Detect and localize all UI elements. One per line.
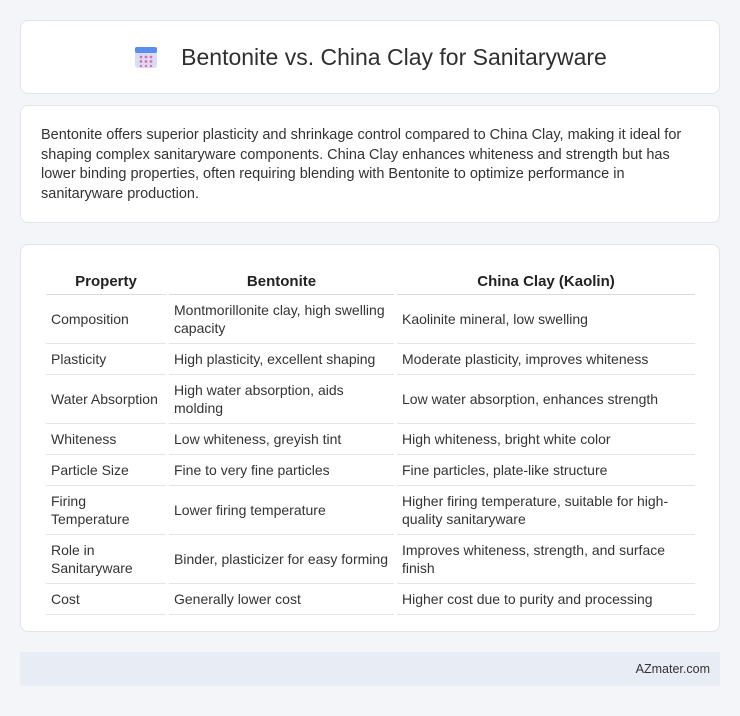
calendar-grid-icon (133, 44, 159, 70)
title-card (20, 20, 720, 94)
cell-bentonite: Lower firing temperature (169, 486, 394, 535)
cell-china-clay: Low water absorption, enhances strength (397, 375, 695, 424)
table-row (46, 455, 695, 486)
table-row (46, 295, 695, 344)
footer-brand: AZmater.com (635, 662, 710, 676)
cell-property: Water Absorption (46, 375, 166, 424)
cell-bentonite: Binder, plasticizer for easy forming (169, 535, 394, 584)
cell-china-clay: Kaolinite mineral, low swelling (397, 295, 695, 344)
cell-bentonite: High plasticity, excellent shaping (169, 344, 394, 375)
cell-property: Role in Sanitaryware (46, 535, 166, 584)
cell-china-clay: Improves whiteness, strength, and surface finish (397, 535, 695, 584)
summary-card (20, 105, 720, 223)
cell-property: Plasticity (46, 344, 166, 375)
comparison-table (43, 265, 698, 615)
cell-china-clay: High whiteness, bright white color (397, 424, 695, 455)
cell-property: Particle Size (46, 455, 166, 486)
cell-bentonite: Low whiteness, greyish tint (169, 424, 394, 455)
table-row (46, 424, 695, 455)
title-wrap (133, 44, 607, 71)
table-row (46, 344, 695, 375)
page-title: Bentonite vs. China Clay for Sanitaryware (181, 43, 607, 70)
footer-bar (20, 652, 720, 686)
table-row (46, 535, 695, 584)
cell-bentonite: High water absorption, aids molding (169, 375, 394, 424)
table-row (46, 375, 695, 424)
header-bentonite: Bentonite (169, 265, 394, 295)
cell-china-clay: Higher firing temperature, suitable for high-quality sanitaryware (397, 486, 695, 535)
cell-china-clay: Fine particles, plate-like structure (397, 455, 695, 486)
cell-china-clay: Moderate plasticity, improves whiteness (397, 344, 695, 375)
cell-property: Composition (46, 295, 166, 344)
cell-bentonite: Generally lower cost (169, 584, 394, 615)
header-property: Property (46, 265, 166, 295)
cell-bentonite: Fine to very fine particles (169, 455, 394, 486)
cell-property: Cost (46, 584, 166, 615)
cell-china-clay: Higher cost due to purity and processing (397, 584, 695, 615)
header-china-clay: China Clay (Kaolin) (397, 265, 695, 295)
table-row (46, 584, 695, 615)
summary-text: Bentonite offers superior plasticity and shrinkage control compared to China Clay, making it ideal for shaping complex sanitaryware components. China Clay enhances whiteness and strength but has lower binding properties, often requiring blending with Bentonite to optimize performance in sanitaryware production. (41, 127, 682, 202)
cell-property: Whiteness (46, 424, 166, 455)
cell-bentonite: Montmorillonite clay, high swelling capacity (169, 295, 394, 344)
table-row (46, 486, 695, 535)
comparison-table-card (20, 244, 720, 632)
table-header-row (46, 265, 695, 295)
cell-property: Firing Temperature (46, 486, 166, 535)
